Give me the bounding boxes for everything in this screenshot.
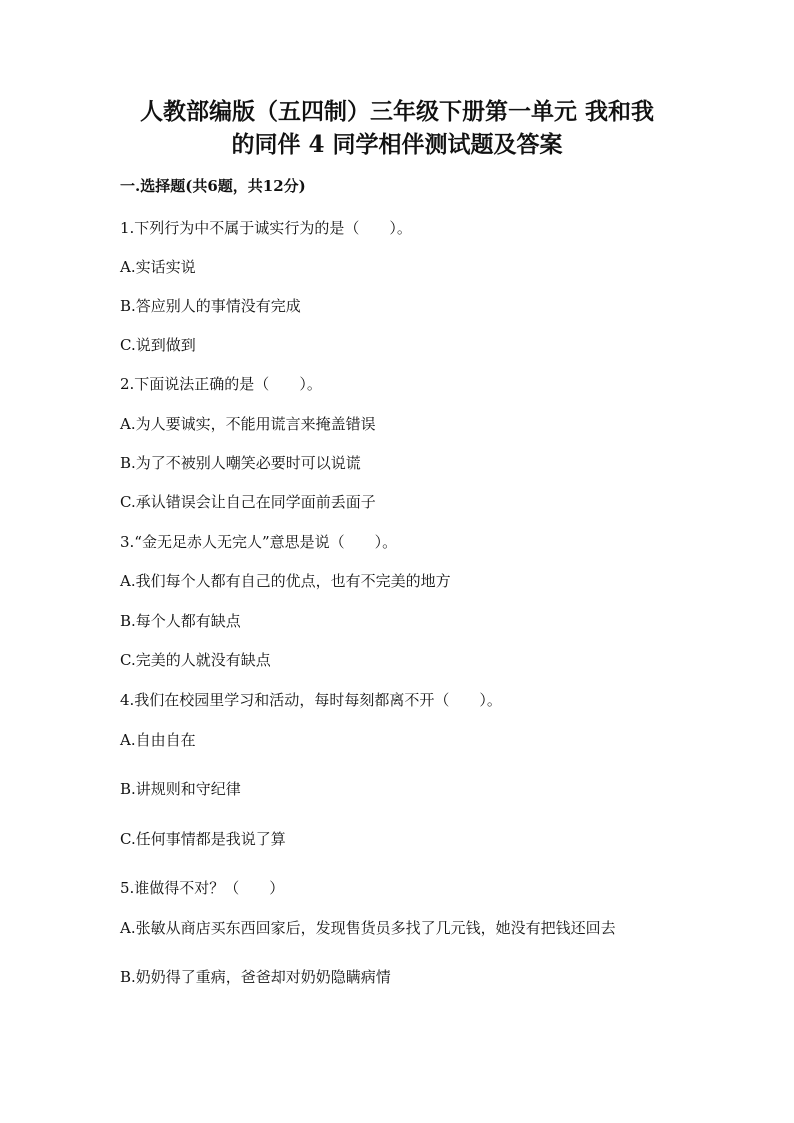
question-2-option-c: C.承认错误会让自己在同学面前丢面子 (120, 493, 376, 511)
question-2-option-b: B.为了不被别人嘲笑必要时可以说谎 (120, 454, 361, 472)
question-3-option-a: A.我们每个人都有自己的优点，也有不完美的地方 (120, 572, 451, 590)
question-3-option-b: B.每个人都有缺点 (120, 612, 241, 630)
question-4-option-a: A.自由自在 (120, 731, 196, 749)
question-4-option-b: B.讲规则和守纪律 (120, 780, 241, 798)
question-3-stem: 3.“金无足赤人无完人”意思是说（ ）。 (120, 533, 398, 551)
question-2-stem: 2.下面说法正确的是（ ）。 (120, 375, 322, 393)
question-1-option-b: B.答应别人的事情没有完成 (120, 297, 301, 315)
question-4-stem: 4.我们在校园里学习和活动，每时每刻都离不开（ ）。 (120, 691, 502, 709)
question-5-stem: 5.谁做得不对？（ ） (120, 879, 285, 897)
question-1-option-a: A.实话实说 (120, 258, 196, 276)
question-5-option-a: A.张敏从商店买东西回家后，发现售货员多找了几元钱，她没有把钱还回去 (120, 919, 616, 937)
page-title-line-1: 人教部编版（五四制）三年级下册第一单元 我和我 (139, 98, 654, 125)
question-1-stem: 1.下列行为中不属于诚实行为的是（ ）。 (120, 219, 412, 237)
question-1-option-c: C.说到做到 (120, 336, 196, 354)
question-3-option-c: C.完美的人就没有缺点 (120, 651, 271, 669)
section-heading: 一.选择题(共6题，共12分) (120, 177, 306, 195)
question-5-option-b: B.奶奶得了重病，爸爸却对奶奶隐瞒病情 (120, 968, 391, 986)
question-2-option-a: A.为人要诚实，不能用谎言来掩盖错误 (120, 415, 376, 433)
page-title-line-2: 的同伴 4 同学相伴测试题及答案 (231, 131, 563, 158)
question-4-option-c: C.任何事情都是我说了算 (120, 830, 286, 848)
